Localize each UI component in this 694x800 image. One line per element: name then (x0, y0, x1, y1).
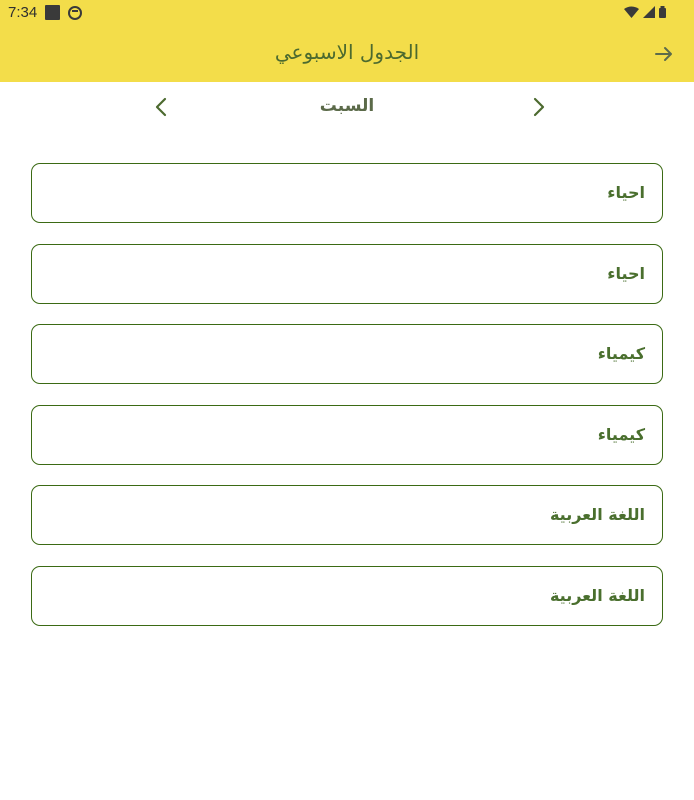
subject-label: كيمياء (597, 424, 645, 444)
schedule-item[interactable] (31, 163, 663, 223)
wifi-icon (624, 6, 639, 18)
schedule-item[interactable] (31, 405, 663, 465)
schedule-item[interactable] (31, 485, 663, 545)
current-day-label: السبت (319, 96, 375, 116)
schedule-item[interactable] (31, 324, 663, 384)
arrow-right-icon[interactable] (652, 42, 676, 66)
chevron-right-icon[interactable] (526, 95, 550, 119)
signal-icon (643, 6, 655, 18)
subject-label: اللغة العربية (549, 505, 645, 524)
subject-label: احياء (607, 263, 645, 283)
subject-label: كيمياء (597, 344, 645, 363)
schedule-item[interactable] (31, 566, 663, 626)
face-circle-icon (68, 6, 82, 20)
subject-label: اللغة العربية (549, 585, 645, 605)
status-right-icons (624, 6, 666, 18)
battery-icon (659, 6, 666, 18)
status-left-icons (45, 5, 82, 20)
top-app-bar (0, 0, 694, 82)
day-navigator (0, 90, 694, 126)
schedule-item[interactable] (31, 244, 663, 304)
status-bar (0, 0, 694, 26)
square-notification-icon (45, 5, 60, 20)
page-title: الجدول الاسبوعي (274, 40, 420, 64)
status-time: 7:34 (8, 4, 38, 21)
schedule-list (31, 163, 663, 646)
subject-label: احياء (607, 183, 645, 202)
